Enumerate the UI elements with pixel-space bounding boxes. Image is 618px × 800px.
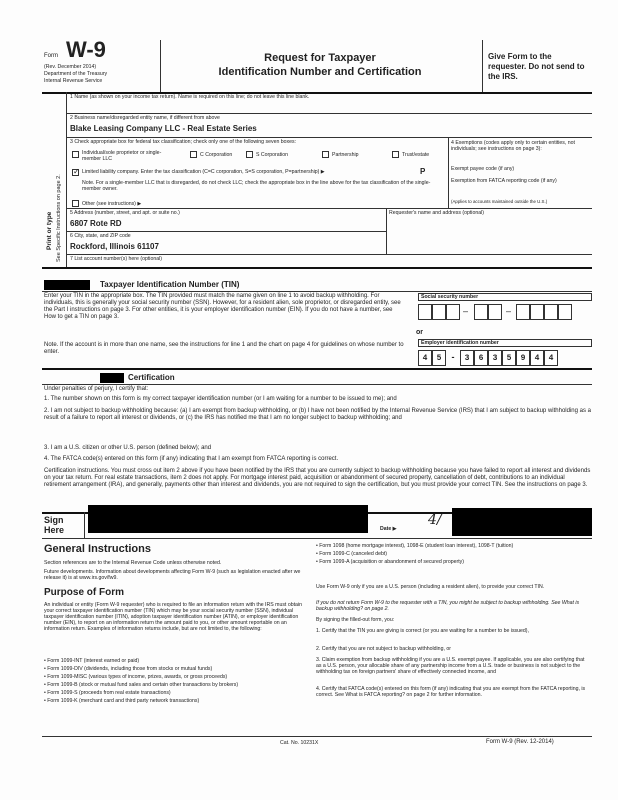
part2-title: Certification bbox=[128, 373, 175, 382]
option-c-corp-label: C Corporation bbox=[200, 152, 233, 158]
llc-label: Limited liability company. Enter the tax classification (C=C corporation, S=S corporation, P=partnership) ▶ bbox=[82, 169, 325, 175]
ssn-digit-1[interactable] bbox=[418, 304, 432, 320]
right-item-3: 3. Claim exemption from backup withholding if you are a U.S. exempt payee. If applicable, you are also certifying that as a U.S. person, your allocable share of any partnership income from a U.S. trade or business is not subject to the withholding tax on foreign partners' share of effectively connected income, and bbox=[316, 657, 585, 675]
option-partnership-label: Partnership bbox=[332, 152, 359, 158]
ssn-dash-1: – bbox=[463, 306, 469, 316]
right-item-2: 2. Certify that you are not subject to backup withholding, or bbox=[316, 646, 451, 652]
ein-digit-1[interactable]: 4 bbox=[418, 350, 432, 366]
form-name: W-9 bbox=[66, 37, 106, 62]
ssn-label: Social security number bbox=[418, 293, 592, 301]
date-label: Date ▶ bbox=[380, 526, 397, 532]
requester-label: Requester's name and address (optional) bbox=[389, 210, 484, 216]
date-redacted bbox=[452, 508, 592, 536]
cert-item-2: 2. I am not subject to backup withholding because: (a) I am exempt from backup withholding, or (b) I have not been notified by the Internal Revenue Service (IRS) that I am subject to backup withholding as a result of a failure to report all interest or dividends, or (c) the IRS has notified me that I am no longer subject to backup withholding; and bbox=[44, 408, 591, 421]
line1-label: 1 Name (as shown on your income tax return). Name is required on this line; do not leave this line blank. bbox=[70, 94, 310, 100]
print-or-type-label: Print or type bbox=[46, 211, 53, 250]
ssn-digit-3[interactable] bbox=[446, 304, 460, 320]
ein-digit-9[interactable]: 4 bbox=[544, 350, 558, 366]
general-p1: Section references are to the Internal Revenue Code unless otherwise noted. bbox=[44, 560, 222, 566]
ein-digit-5[interactable]: 3 bbox=[488, 350, 502, 366]
signature-redacted[interactable] bbox=[88, 505, 368, 533]
form-revision: (Rev. December 2014) bbox=[44, 64, 97, 70]
line5-value[interactable]: 6807 Rote RD bbox=[70, 219, 122, 228]
line2-rule bbox=[66, 137, 592, 138]
catalog-number: Cat. No. 10231X bbox=[280, 740, 319, 746]
ein-digit-3[interactable]: 3 bbox=[460, 350, 474, 366]
ssn-digit-9[interactable] bbox=[558, 304, 572, 320]
side-divider bbox=[66, 92, 67, 267]
bullet-1099-a: • Form 1099-A (acquisition or abandonment of secured property) bbox=[316, 559, 465, 565]
bullet-1099-c: • Form 1099-C (canceled debt) bbox=[316, 551, 388, 557]
option-individual-label: Individual/sole proprietor or single-member LLC bbox=[82, 150, 162, 162]
right-item-1: 1. Certify that the TIN you are giving is correct (or you are waiting for a number to be issued), bbox=[316, 628, 529, 634]
line1-rule bbox=[66, 113, 592, 114]
part1-rule bbox=[42, 291, 592, 292]
bullet-1099-misc: • Form 1099-MISC (various types of income, prizes, awards, or gross proceeds) bbox=[44, 674, 228, 680]
ssn-digit-5[interactable] bbox=[488, 304, 502, 320]
part1-note: Note. If the account is in more than one name, see the instructions for line 1 and the chart on page 4 for guidelines on whose number to enter. bbox=[44, 342, 404, 355]
see-instructions-label: See Specific Instructions on page 2. bbox=[56, 174, 62, 262]
ssn-digit-7[interactable] bbox=[530, 304, 544, 320]
exempt-payee-label: Exempt payee code (if any) bbox=[451, 166, 515, 172]
sign-divider bbox=[84, 512, 85, 538]
line6-value[interactable]: Rockford, Illinois 61107 bbox=[70, 242, 159, 251]
checkbox-llc[interactable] bbox=[72, 169, 79, 176]
cert-instructions: Certification instructions. You must cross out item 2 above if you have been notified by the IRS that you are currently subject to backup withholding because you have failed to report all interest and dividends on your tax return. For real estate transactions, item 2 does not apply. For mortgage interest paid, acquisition or abandonment of secured property, cancellation of debt, contributions to an individual retirement arrangement (IRA), and generally, payments other than interest and dividends, you are not required to sign the certification, but you must provide your correct TIN. See the instructions on page 3. bbox=[44, 468, 591, 488]
line4-divider bbox=[448, 137, 449, 209]
line2-label: 2 Business name/disregarded entity name, if different from above bbox=[70, 115, 220, 121]
date-value[interactable]: 4/ bbox=[428, 512, 442, 528]
ein-digit-8[interactable]: 4 bbox=[530, 350, 544, 366]
ein-digit-2[interactable]: 5 bbox=[432, 350, 446, 366]
form-title-line2: Identification Number and Certification bbox=[218, 66, 422, 78]
right-p1: Use Form W-9 only if you are a U.S. person (including a resident alien), to provide your correct TIN. bbox=[316, 584, 545, 590]
cert-item-3: 3. I am a U.S. citizen or other U.S. person (defined below); and bbox=[44, 445, 212, 451]
ssn-digit-4[interactable] bbox=[474, 304, 488, 320]
line5-label: 5 Address (number, street, and apt. or suite no.) bbox=[70, 210, 180, 216]
bullet-1099-int: • Form 1099-INT (interest earned or paid) bbox=[44, 658, 140, 664]
ssn-digit-8[interactable] bbox=[544, 304, 558, 320]
ssn-dash-2: – bbox=[506, 306, 512, 316]
ein-dash: - bbox=[451, 352, 455, 362]
cert-item-4: 4. The FATCA code(s) entered on this form (if any) indicating that I am exempt from FATCA reporting is correct. bbox=[44, 456, 339, 462]
general-instructions-title: General Instructions bbox=[44, 543, 151, 555]
footer-rule bbox=[42, 736, 592, 737]
llc-note: Note. For a single-member LLC that is disregarded, do not check LLC; check the appropriate box in the line above for the tax classification of the single-member owner. bbox=[82, 180, 431, 192]
or-label: or bbox=[416, 329, 423, 336]
checkbox-partnership[interactable] bbox=[322, 151, 329, 158]
right-p2: If you do not return Form W-9 to the requester with a TIN, you might be subject to backup withholding. See What is backup withholding? on page 2. bbox=[316, 600, 580, 612]
part1-tag-redacted bbox=[44, 280, 90, 290]
department: Department of the Treasury bbox=[44, 71, 108, 77]
other-label: Other (see instructions) ▶ bbox=[82, 201, 142, 207]
ein-digit-4[interactable]: 6 bbox=[474, 350, 488, 366]
part1-bottom-rule bbox=[42, 368, 592, 370]
checkbox-trust[interactable] bbox=[392, 151, 399, 158]
ssn-digit-2[interactable] bbox=[432, 304, 446, 320]
form-title-line1: Request for Taxpayer bbox=[264, 52, 376, 64]
footer-form: Form W-9 (Rev. 12-2014) bbox=[486, 739, 554, 745]
line2-value[interactable]: Blake Leasing Company LLC - Real Estate Series bbox=[70, 124, 257, 133]
bullet-1099-s: • Form 1099-S (proceeds from real estate transactions) bbox=[44, 690, 171, 696]
ssn-digit-6[interactable] bbox=[516, 304, 530, 320]
line7-label: 7 List account number(s) here (optional) bbox=[70, 256, 162, 262]
ein-label: Employer identification number bbox=[418, 339, 592, 347]
part2-rule bbox=[42, 384, 592, 385]
right-item-4: 4. Certify that FATCA code(s) entered on this form (if any) indicating that you are exempt from the FATCA reporting, is correct. See What is FATCA reporting? on page 2 for further information. bbox=[316, 686, 586, 698]
general-p2: Future developments. Information about developments affecting Form W-9 (such as legislation enacted after we release it) is at www.irs.gov/fw9. bbox=[44, 569, 301, 581]
irs-label: Internal Revenue Service bbox=[44, 78, 103, 84]
line5-rule bbox=[66, 231, 386, 232]
checkbox-s-corp[interactable] bbox=[246, 151, 253, 158]
sign-bottom-rule bbox=[42, 538, 592, 539]
line7-rule bbox=[42, 267, 592, 269]
line6-rule bbox=[66, 254, 592, 255]
part2-tag-redacted bbox=[100, 373, 124, 383]
form-prefix: Form bbox=[44, 53, 58, 59]
option-s-corp-label: S Corporation bbox=[256, 152, 289, 158]
right-bullets bbox=[316, 543, 590, 567]
bullet-1099-k: • Form 1099-K (merchant card and third party network transactions) bbox=[44, 698, 200, 704]
checkbox-other[interactable] bbox=[72, 200, 79, 207]
option-trust-label: Trust/estate bbox=[402, 152, 430, 158]
purpose-body: An individual or entity (Form W-9 requester) who is required to file an information return with the IRS must obtain your correct taxpayer identification number (TIN) which may be your social security number (SSN), individual taxpayer identification number (ITIN), adoption taxpayer identification number (ATIN), or employer identification number (EIN), to report on an information return the amount paid to you, or other amount reportable on an information return. Examples of information returns include, but are not limited to, the following: bbox=[44, 602, 302, 632]
part2-intro: Under penalties of perjury, I certify that: bbox=[44, 386, 149, 392]
ein-digit-6[interactable]: 5 bbox=[502, 350, 516, 366]
part1-body: Enter your TIN in the appropriate box. The TIN provided must match the name given on line 1 to avoid backup withholding. For individuals, this is generally your social security number (SSN). However, for a resident alien, sole proprietor, or disregarded entity, see the Part I instructions on page 3. For other entities, it is your employer identification number (EIN). If you do not have a number, see How to get a TIN on page 3. bbox=[44, 293, 401, 320]
purpose-title: Purpose of Form bbox=[44, 587, 125, 598]
give-form-note: Give Form to the requester. Do not send to the IRS. bbox=[488, 52, 585, 81]
checkbox-individual[interactable] bbox=[72, 151, 79, 158]
line3-rule bbox=[66, 208, 592, 209]
sign-label: Sign bbox=[44, 515, 64, 525]
line4-label: 4 Exemptions (codes apply only to certain entities, not individuals; see instructions on page 3): bbox=[451, 140, 575, 152]
line3-label: 3 Check appropriate box for federal tax classification; check only one of the following seven boxes: bbox=[70, 139, 297, 145]
llc-classification-value[interactable]: P bbox=[420, 167, 426, 176]
here-label: Here bbox=[44, 525, 65, 535]
purpose-bullets bbox=[44, 658, 310, 706]
right-p3: By signing the filled-out form, you: bbox=[316, 617, 395, 623]
cert-item-1: 1. The number shown on this form is my correct taxpayer identification number (or I am waiting for a number to be issued to me); and bbox=[44, 396, 397, 402]
fatca-label: Exemption from FATCA reporting code (if any) bbox=[451, 178, 557, 184]
ein-digit-7[interactable]: 9 bbox=[516, 350, 530, 366]
part1-title: Taxpayer Identification Number (TIN) bbox=[100, 280, 240, 289]
fatca-applies-note: (Applies to accounts maintained outside the U.S.) bbox=[451, 199, 548, 204]
requester-divider bbox=[386, 208, 387, 254]
bullet-1099-div: • Form 1099-DIV (dividends, including those from stocks or mutual funds) bbox=[44, 666, 213, 672]
header-divider-right bbox=[482, 40, 483, 92]
bullet-1098: • Form 1098 (home mortgage interest), 1098-E (student loan interest), 1098-T (tuition) bbox=[316, 543, 514, 549]
line6-label: 6 City, state, and ZIP code bbox=[70, 233, 131, 239]
checkbox-c-corp[interactable] bbox=[190, 151, 197, 158]
bullet-1099-b: • Form 1099-B (stock or mutual fund sales and certain other transactions by brokers) bbox=[44, 682, 239, 688]
